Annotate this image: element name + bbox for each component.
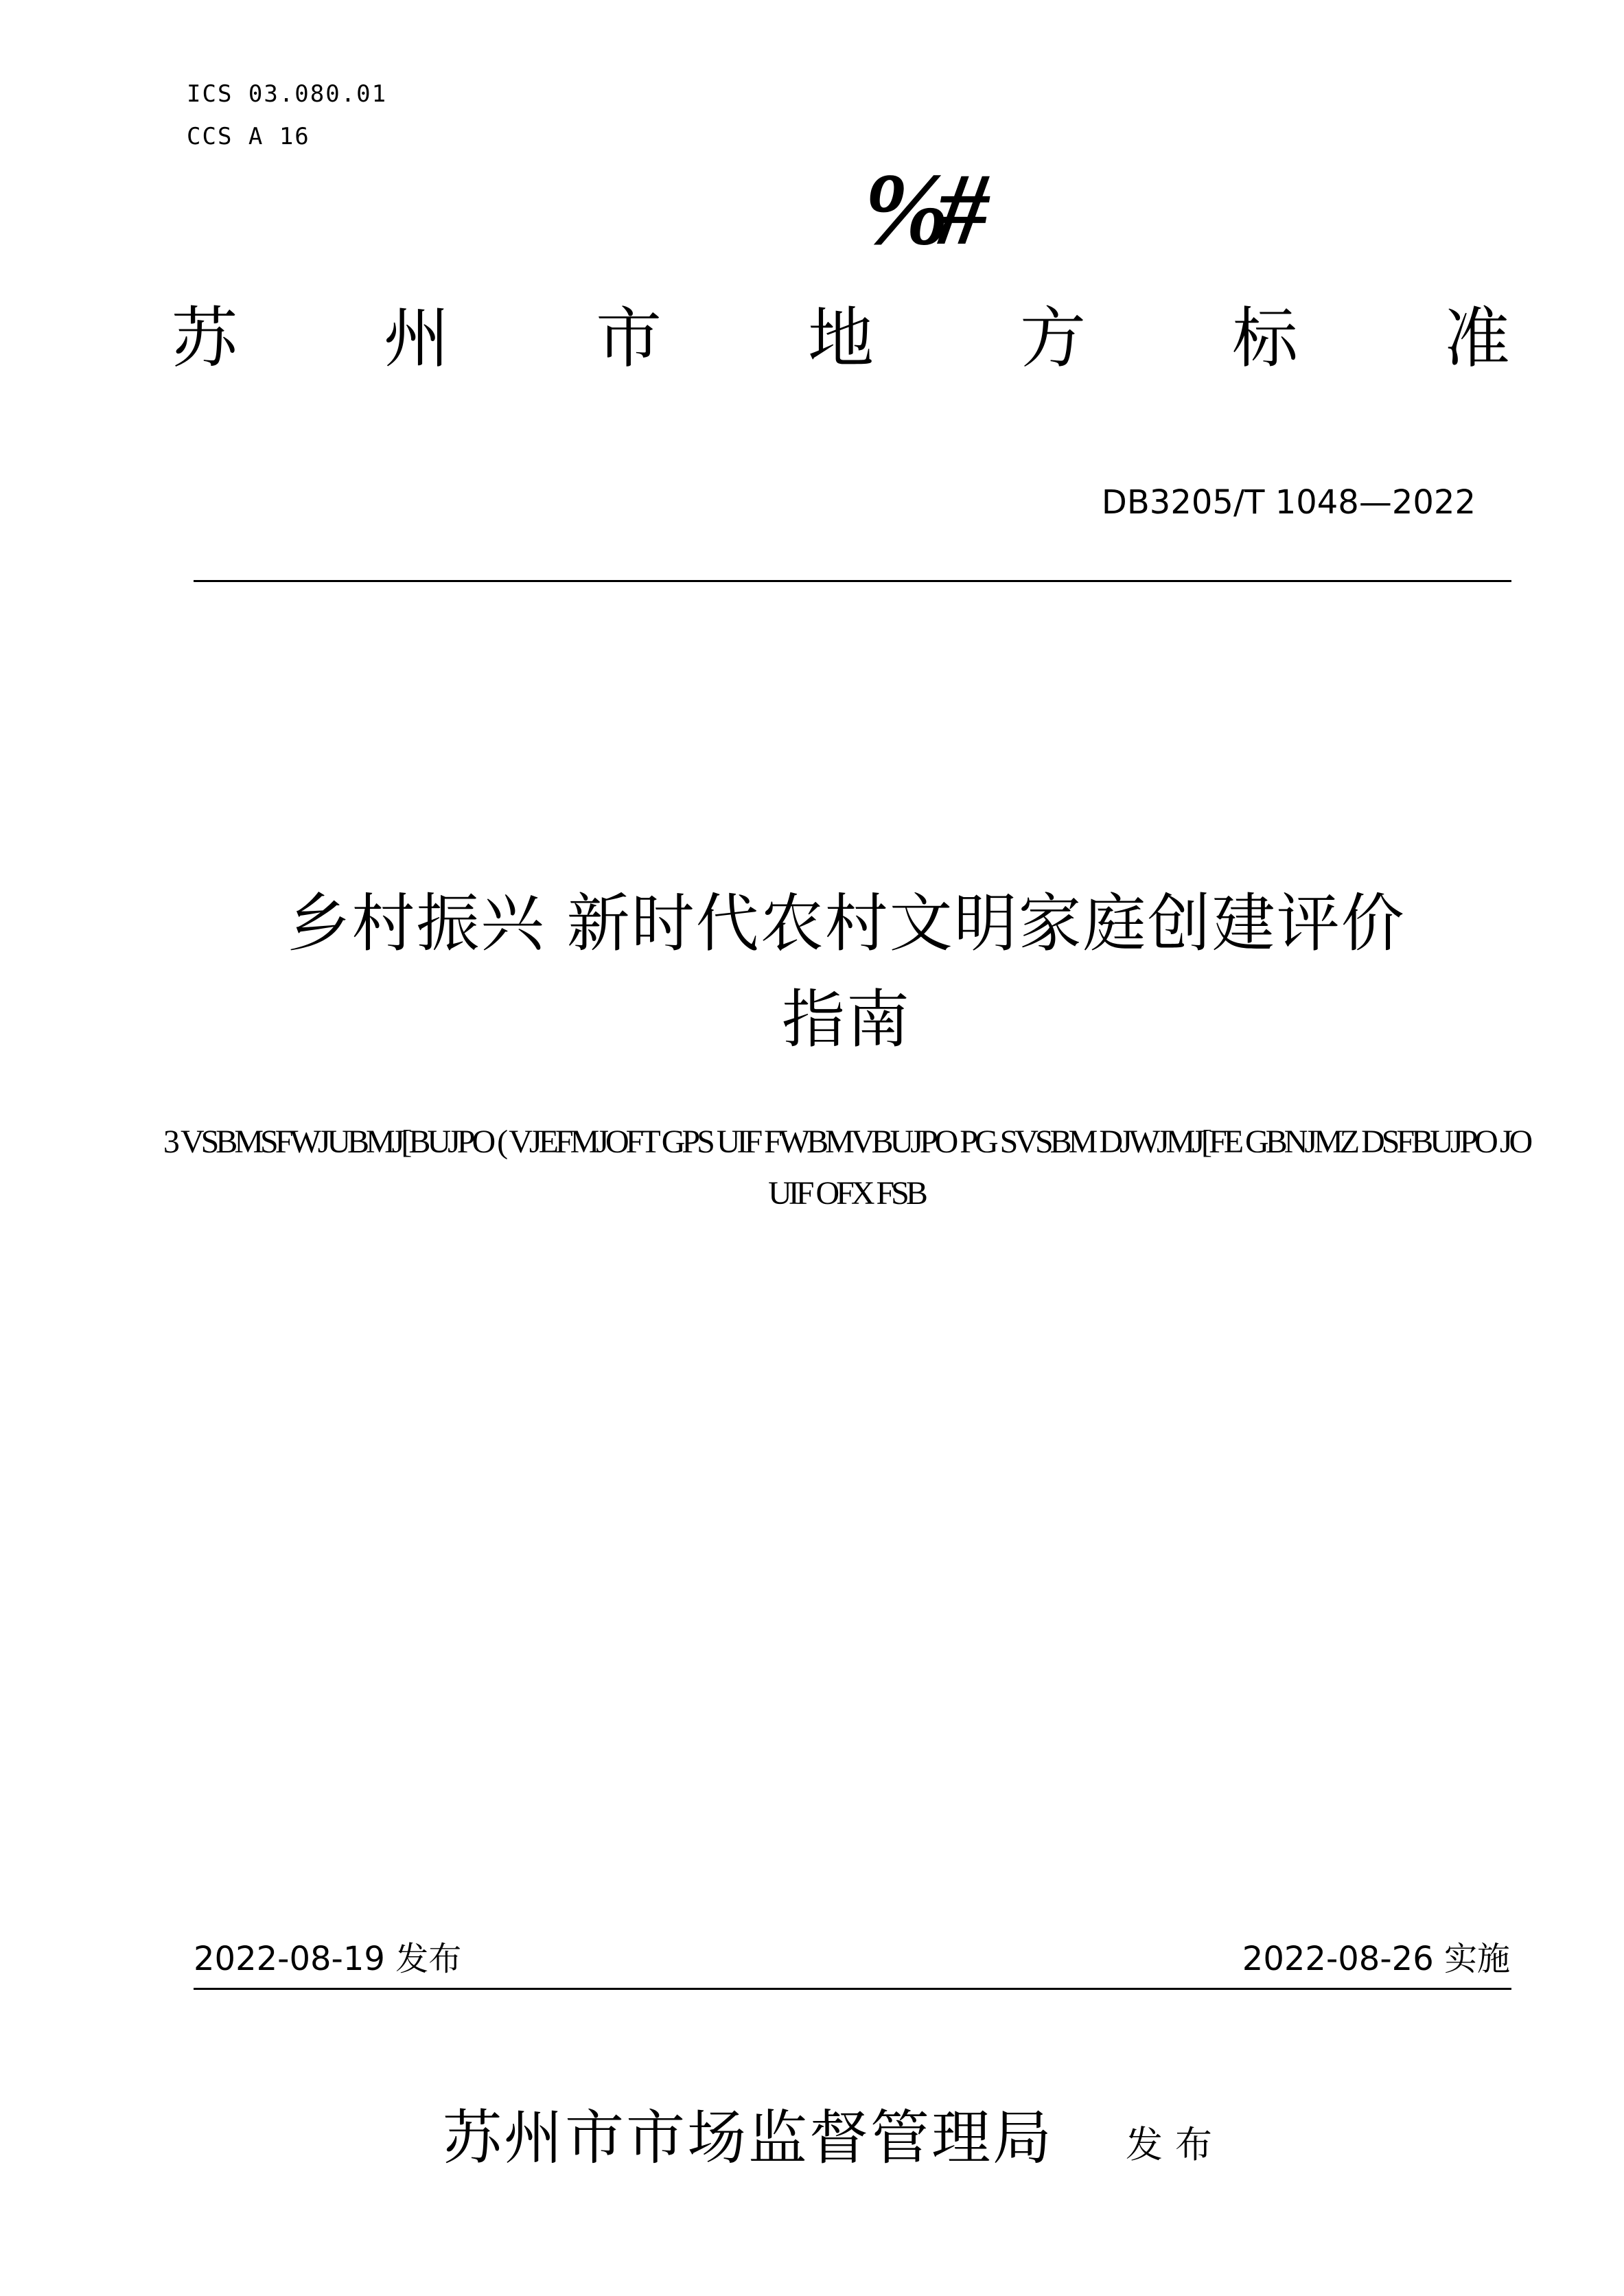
- header-title: [172, 300, 1510, 377]
- header-title-char: 州: [384, 300, 450, 377]
- header-title-char: 方: [1020, 300, 1086, 377]
- header-title-char: 地: [808, 300, 874, 377]
- header-title-char: 准: [1444, 300, 1510, 377]
- issuer-action: 发布: [1126, 2123, 1225, 2166]
- issuer-name: 苏州市市场监督管理局: [443, 2104, 1054, 2172]
- header-title-char: 标: [1232, 300, 1298, 377]
- english-title-line1: 3 VSBMSFWJUBMJ[BUJPO ( VJEFMJOFT GPS UIF FWBMVBUJPO PG SVSBM DJWJMJ[FE GBNJMZ DSFBUJPO JO: [163, 1124, 1530, 1160]
- standard-number: DB3205/T 1048—2022: [1101, 483, 1476, 522]
- header-title-char: 苏: [172, 300, 237, 377]
- document-title-line1: 乡村振兴 新时代农村文明家庭创建评价: [287, 887, 1406, 960]
- header-title-char: 市: [596, 300, 662, 377]
- top-divider: [194, 580, 1511, 582]
- db-logo-text: %#: [863, 152, 976, 261]
- db-logo-icon: [858, 151, 1064, 261]
- implementation-date: 2022-08-26 实施: [1242, 1940, 1510, 1978]
- document-title-line2: 指南: [781, 983, 911, 1056]
- ics-code: ICS 03.080.01: [187, 80, 388, 108]
- english-title-line2: UIF OFX FSB: [768, 1175, 925, 1211]
- bottom-divider: [194, 1988, 1511, 1990]
- issue-date: 2022-08-19 发布: [194, 1940, 462, 1978]
- ccs-code: CCS A 16: [187, 123, 310, 150]
